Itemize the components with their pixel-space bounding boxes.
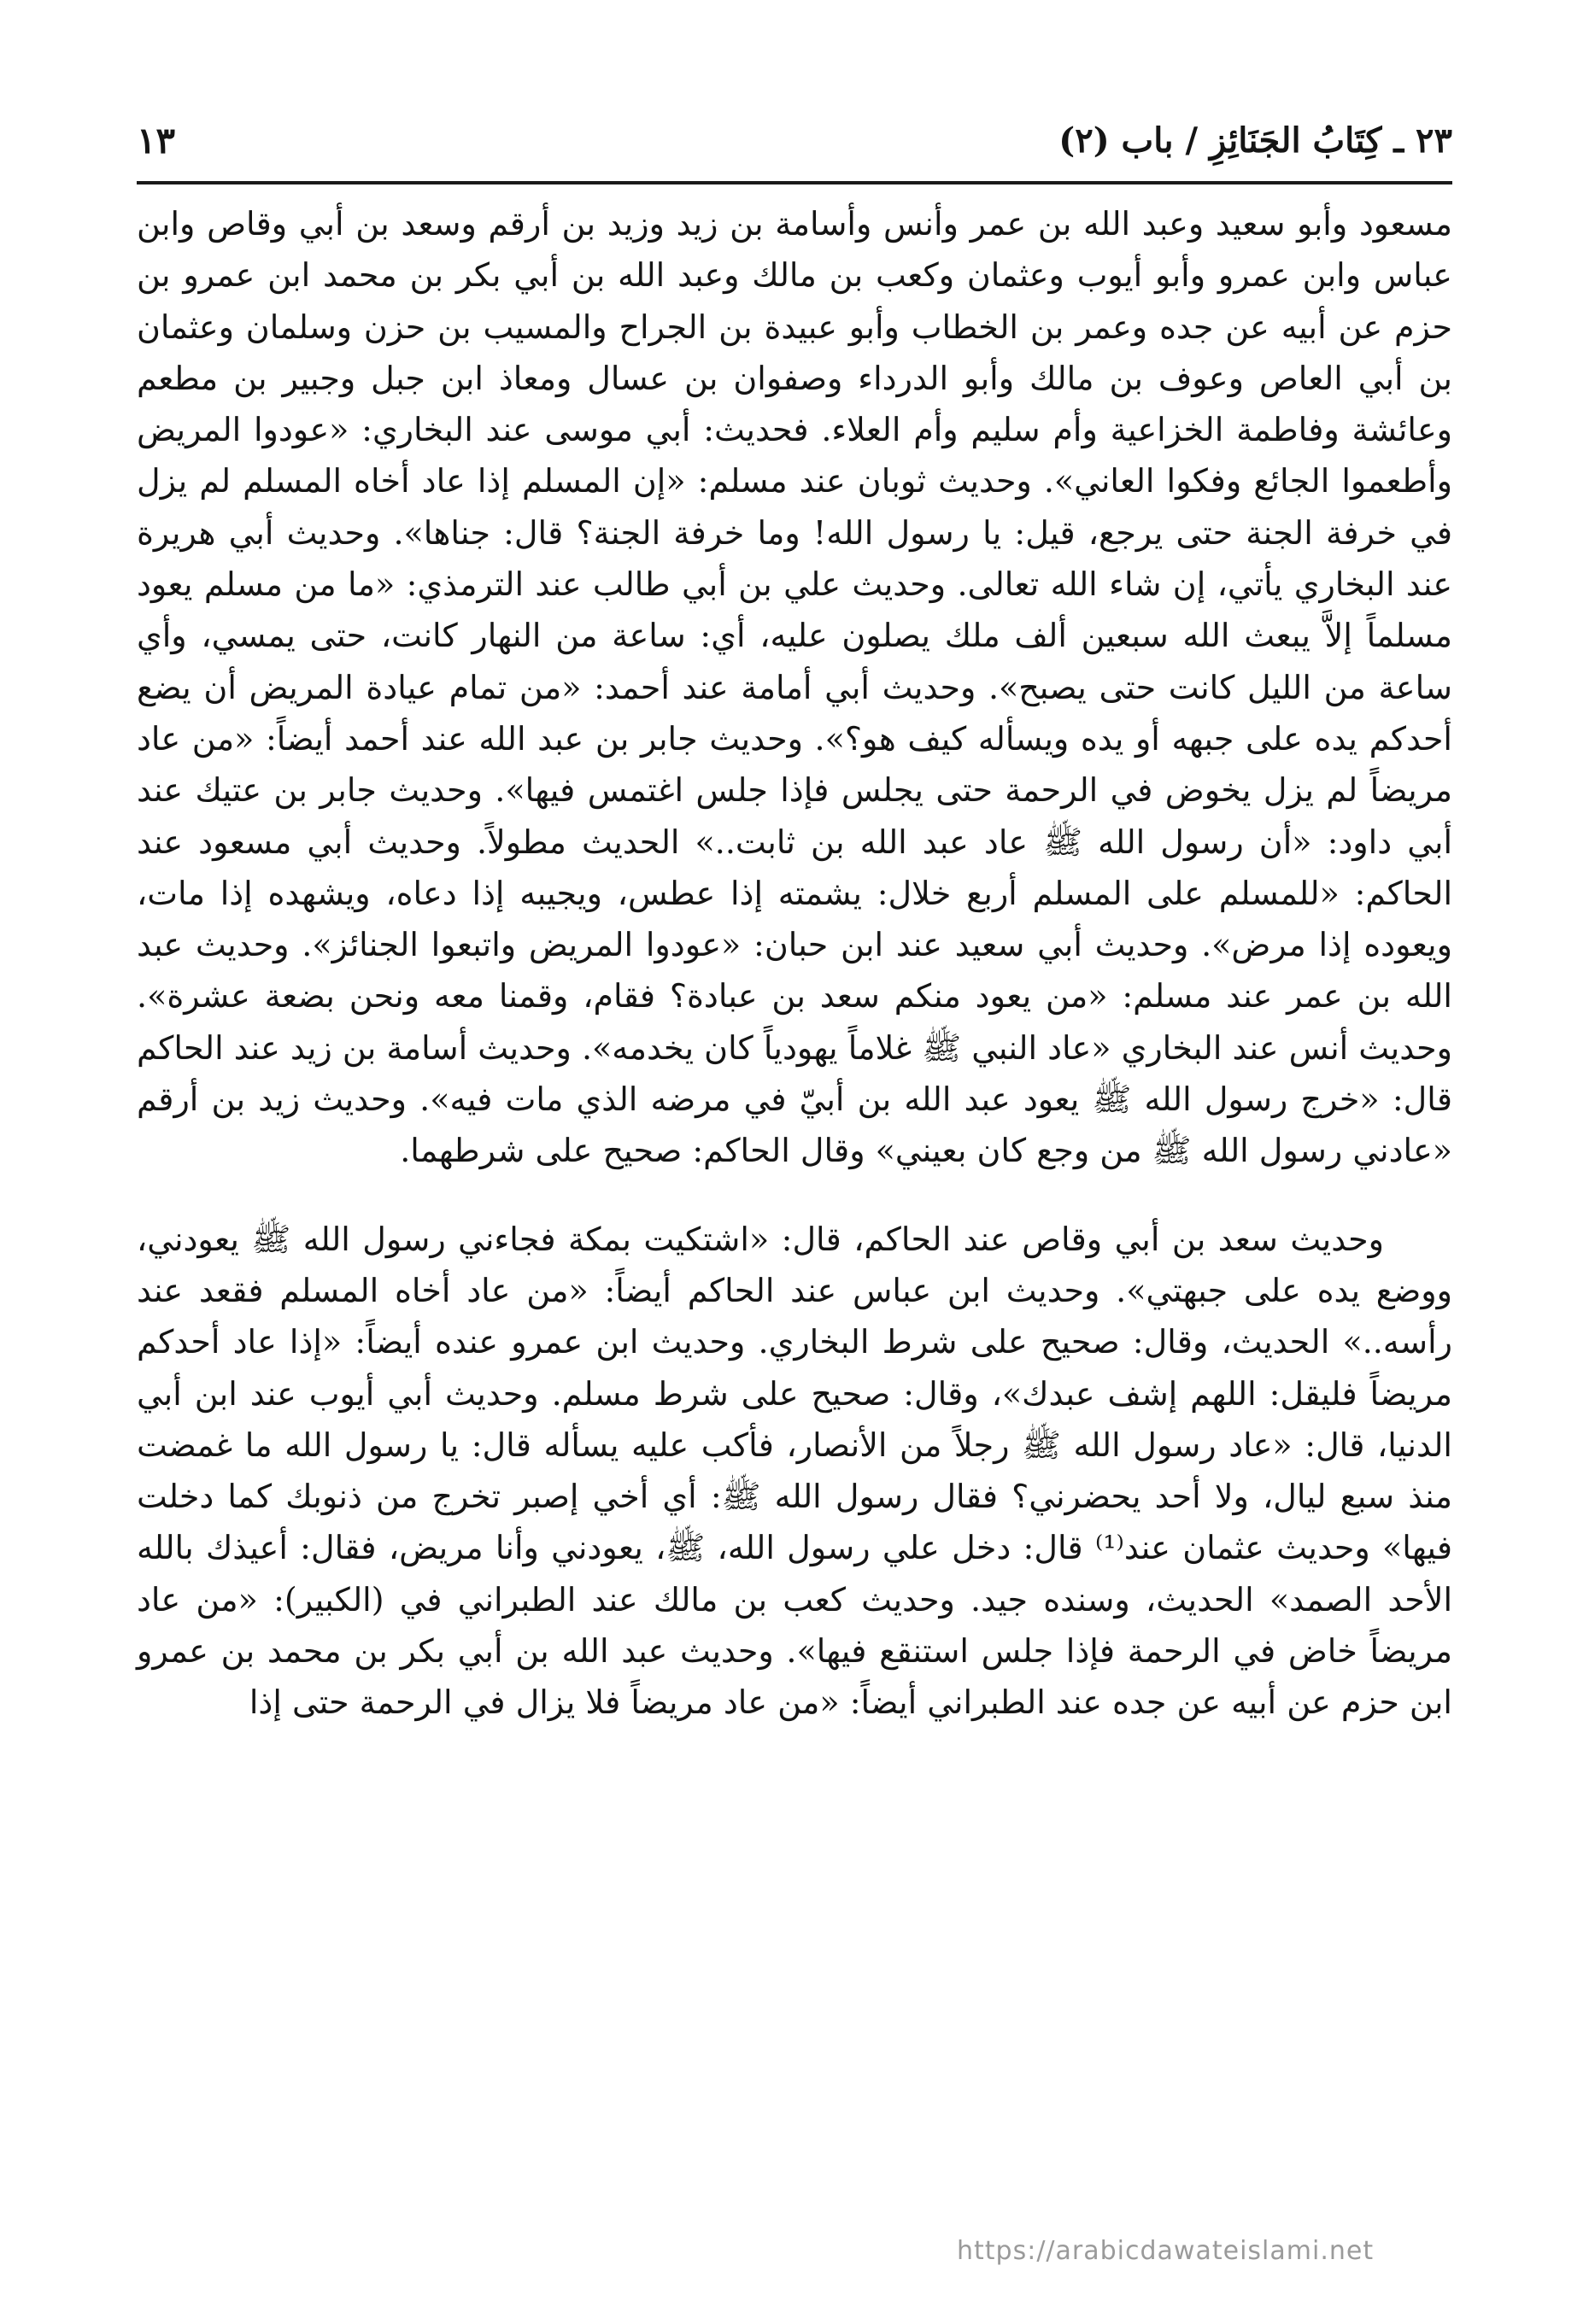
paragraph: مسعود وأبو سعيد وعبد الله بن عمر وأنس وأسامة بن زيد وزيد بن أرقم وسعد بن أبي وقاص وابن عباس وابن عمرو وأبو أيوب وعثمان وكعب بن مالك وعبد الله بن أبي بكر بن محمد ابن عمرو بن حزم عن أبيه عن جده وعمر بن الخطاب وأبو عبيدة بن الجراح والمسيب بن حزن وسلمان وعثمان بن أبي العاص وعوف بن مالك وأبو الدرداء وصفوان بن عسال ومعاذ ابن جبل وجبير بن مطعم وعائشة وفاطمة الخزاعية وأم سليم وأم العلاء. فحديث: أبي موسى عند البخاري: «عودوا المريض وأطعموا الجائع وفكوا العاني». وحديث ثوبان عند مسلم: «إن المسلم إذا عاد أخاه المسلم لم يزل في خرفة الجنة حتى يرجع، قيل: يا رسول الله! وما خرفة الجنة؟ قال: جناها». وحديث أبي هريرة عند البخاري يأتي، إن شاء الله تعالى. وحديث علي بن أبي طالب عند الترمذي: «ما من مسلم يعود مسلماً إلاَّ يبعث الله سبعين ألف ملك يصلون عليه، أي: ساعة من النهار كانت، حتى يمسي، وأي ساعة من الليل كانت حتى يصبح». وحديث أبي أمامة عند أحمد: «من تمام عيادة المريض أن يضع أحدكم يده على جبهه أو يده ويسأله كيف هو؟». وحديث جابر بن عبد الله عند أحمد أيضاً: «من عاد مريضاً لم يزل يخوض في الرحمة حتى يجلس فإذا جلس اغتمس فيها». وحديث جابر بن عتيك عند أبي داود: «أن رسول الله ﷺ عاد عبد الله بن ثابت..» الحديث مطولاً. وحديث أبي مسعود عند الحاكم: «للمسلم على المسلم أربع خلال: يشمته إذا عطس، ويجيبه إذا دعاه، ويشهده إذا مات، ويعوده إذا مرض». وحديث أبي سعيد عند ابن حبان: «عودوا المريض واتبعوا الجنائز». وحديث عبد الله بن عمر عند مسلم: «من يعود منكم سعد بن عبادة؟ فقام، وقمنا معه ونحن بضعة عشرة». وحديث أنس عند البخاري «عاد النبي ﷺ غلاماً يهودياً كان يخدمه». وحديث أسامة بن زيد عند الحاكم قال: «خرج رسول الله ﷺ يعود عبد الله بن أبيّ في مرضه الذي مات فيه». وحديث زيد بن أرقم «عادني رسول الله ﷺ من وجع كان بعيني» وقال الحاكم: صحيح على شرطهما. bbox=[137, 205, 1452, 1170]
running-head: ٢٣ ـ كِتَابُ الجَنَائِزِ / باب (٢) bbox=[1058, 120, 1452, 161]
page-number: ١٣ bbox=[137, 120, 176, 161]
watermark-url: https://arabicdawateislami.net bbox=[957, 2236, 1375, 2266]
page-header bbox=[137, 109, 1452, 173]
header-rule bbox=[137, 181, 1452, 184]
page-body bbox=[137, 198, 1452, 1729]
paragraph: وحديث سعد بن أبي وقاص عند الحاكم، قال: «اشتكيت بمكة فجاءني رسول الله ﷺ يعودني، ووضع يده على جبهتي». وحديث ابن عباس عند الحاكم أيضاً: «من عاد أخاه المسلم فقعد عند رأسه..» الحديث، وقال: صحيح على شرط البخاري. وحديث ابن عمرو عنده أيضاً: «إذا عاد أحدكم مريضاً فليقل: اللهم إشف عبدك»، وقال: صحيح على شرط مسلم. وحديث أبي أيوب عند ابن أبي الدنيا، قال: «عاد رسول الله ﷺ رجلاً من الأنصار، فأكب عليه يسأله قال: يا رسول الله ما غمضت منذ سبع ليال، ولا أحد يحضرني؟ فقال رسول الله ﷺ: أي أخي إصبر تخرج من ذنوبك كما دخلت فيها» وحديث عثمان عند⁽¹⁾ قال: دخل علي رسول الله، ﷺ، يعودني وأنا مريض، فقال: أعيذك بالله الأحد الصمد» الحديث، وسنده جيد. وحديث كعب بن مالك عند الطبراني في (الكبير): «من عاد مريضاً خاض في الرحمة فإذا جلس استنقع فيها». وحديث عبد الله بن أبي بكر بن محمد بن عمرو ابن حزم عن أبيه عن جده عند الطبراني أيضاً: «من عاد مريضاً فلا يزال في الرحمة حتى إذا bbox=[137, 1220, 1453, 1722]
